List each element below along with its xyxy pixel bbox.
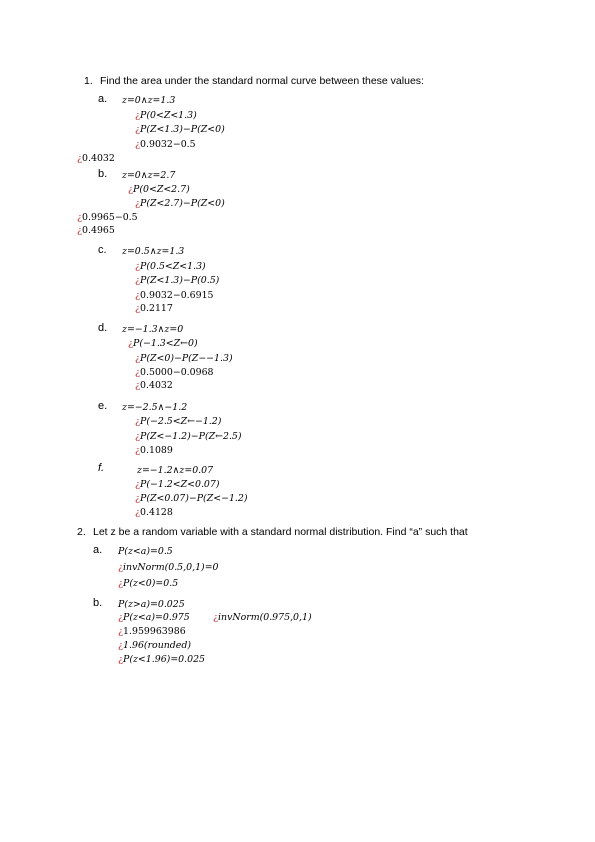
q1d-line-2-text: P(−1.3<Z←0) [133, 338, 198, 349]
q1a-line-4 [135, 139, 196, 150]
glyph-marker: ¿ [118, 578, 124, 589]
glyph-marker: ¿ [135, 261, 141, 272]
q2b-line-6 [118, 654, 205, 665]
q1d-line-2 [128, 338, 198, 349]
q2b-line-3-text: invNorm(0.975,0,1) [218, 612, 312, 623]
q2a-line-3-text: P(z<0)=0.5 [123, 578, 179, 589]
glyph-marker: ¿ [213, 612, 219, 623]
q1f-line-2 [135, 479, 220, 490]
q1c-line-2 [135, 261, 206, 272]
q1b-line-3 [135, 198, 225, 209]
q1c-line-3 [135, 275, 219, 286]
q2a-line-2-text: invNorm(0.5,0,1)=0 [123, 562, 219, 573]
q2b-line-3 [213, 612, 312, 623]
q1e-label: e. [98, 400, 108, 412]
glyph-marker: ¿ [135, 275, 141, 286]
glyph-marker: ¿ [135, 290, 141, 301]
glyph-marker: ¿ [118, 562, 124, 573]
q2b-label: b. [93, 597, 103, 609]
q2a-line-2 [118, 562, 219, 573]
glyph-marker: ¿ [135, 431, 141, 442]
q1a-line-3 [135, 124, 225, 135]
q1d-line-4-text: 0.5000−0.0968 [140, 367, 214, 378]
q1e-line-3 [135, 431, 242, 442]
q1b-label: b. [98, 168, 108, 180]
q1f-line-4-text: 0.4128 [140, 507, 173, 518]
q2b-line-4 [118, 626, 186, 637]
q1e-line-4-text: 0.1089 [140, 445, 173, 456]
q1b-line-1: z=0∧z=2.7 [122, 170, 176, 181]
glyph-marker: ¿ [135, 380, 141, 391]
glyph-marker: ¿ [77, 212, 83, 223]
q2a-label: a. [93, 544, 103, 556]
q1a-line-5 [77, 153, 115, 164]
q1c-line-1: z=0.5∧z=1.3 [122, 246, 185, 257]
q1d-line-5 [135, 380, 173, 391]
q1b-line-4 [77, 212, 138, 223]
glyph-marker: ¿ [118, 612, 124, 623]
q1c-line-5-text: 0.2117 [140, 303, 173, 314]
q1d-label: d. [98, 322, 108, 334]
q1b-line-2-text: P(0<Z<2.7) [133, 184, 190, 195]
q2b-line-5 [118, 640, 191, 651]
q1f-line-1: z=−1.2∧z=0.07 [137, 465, 214, 476]
glyph-marker: ¿ [77, 153, 83, 164]
q1a-label: a. [98, 93, 108, 105]
glyph-marker: ¿ [128, 338, 134, 349]
q1c-line-4-text: 0.9032−0.6915 [140, 290, 214, 301]
glyph-marker: ¿ [135, 445, 141, 456]
q2a-line-3 [118, 578, 178, 589]
glyph-marker: ¿ [135, 124, 141, 135]
q1a-line-2 [135, 110, 197, 121]
question-2-text: Let z be a random variable with a standard normal distribution. Find “a” such that [93, 526, 468, 538]
q1f-line-2-text: P(−1.2<Z<0.07) [140, 479, 220, 490]
q1f-line-4 [135, 507, 173, 518]
q1b-line-3-text: P(Z<2.7)−P(Z<0) [140, 198, 225, 209]
q2a-line-1: P(z<a)=0.5 [118, 546, 173, 557]
glyph-marker: ¿ [77, 225, 83, 236]
q1f-line-3 [135, 493, 248, 504]
q1c-label: c. [98, 244, 107, 256]
q1a-line-1: z=0∧z=1.3 [122, 95, 176, 106]
q1d-line-4 [135, 367, 214, 378]
glyph-marker: ¿ [135, 479, 141, 490]
q1f-label: f. [98, 462, 105, 474]
q1a-line-2-text: P(0<Z<1.3) [140, 110, 197, 121]
glyph-marker: ¿ [135, 139, 141, 150]
q1c-line-4 [135, 290, 214, 301]
q2b-line-6-text: P(z<1.96)=0.025 [123, 654, 206, 665]
q1a-line-3-text: P(Z<1.3)−P(Z<0) [140, 124, 225, 135]
q1d-line-3-text: P(Z<0)−P(Z−−1.3) [140, 353, 233, 364]
q1f-line-3-text: P(Z<0.07)−P(Z<−1.2) [140, 493, 248, 504]
q1b-line-5 [77, 225, 115, 236]
glyph-marker: ¿ [135, 367, 141, 378]
glyph-marker: ¿ [135, 416, 141, 427]
q1d-line-1: z=−1.3∧z=0 [122, 324, 184, 335]
glyph-marker: ¿ [135, 303, 141, 314]
q1c-line-2-text: P(0.5<Z<1.3) [140, 261, 206, 272]
q1c-line-5 [135, 303, 173, 314]
question-1-number: 1. [84, 75, 93, 87]
q1e-line-2 [135, 416, 221, 427]
q1c-line-3-text: P(Z<1.3)−P(0.5) [140, 275, 220, 286]
glyph-marker: ¿ [135, 507, 141, 518]
q1d-line-5-text: 0.4032 [140, 380, 173, 391]
q2b-line-2-text: P(z<a)=0.975 [123, 612, 190, 623]
q1d-line-3 [135, 353, 233, 364]
q1e-line-1: z=−2.5∧−1.2 [122, 402, 188, 413]
glyph-marker: ¿ [118, 640, 124, 651]
q2b-line-4-text: 1.959963986 [123, 626, 186, 637]
question-2-number: 2. [77, 526, 86, 538]
q2b-line-5-text: 1.96(rounded) [123, 640, 191, 651]
q1b-line-2 [128, 184, 190, 195]
glyph-marker: ¿ [135, 198, 141, 209]
glyph-marker: ¿ [135, 110, 141, 121]
q2b-line-1: P(z>a)=0.025 [118, 599, 185, 610]
glyph-marker: ¿ [128, 184, 134, 195]
q1b-line-5-text: 0.4965 [82, 225, 115, 236]
q1a-line-5-text: 0.4032 [82, 153, 115, 164]
glyph-marker: ¿ [118, 626, 124, 637]
glyph-marker: ¿ [135, 493, 141, 504]
glyph-marker: ¿ [118, 654, 124, 665]
q1e-line-3-text: P(Z<−1.2)−P(Z←2.5) [140, 431, 242, 442]
question-1-text: Find the area under the standard normal curve between these values: [100, 75, 424, 87]
q1e-line-2-text: P(−2.5<Z←−1.2) [140, 416, 222, 427]
q1b-line-4-text: 0.9965−0.5 [82, 212, 138, 223]
glyph-marker: ¿ [135, 353, 141, 364]
q1e-line-4 [135, 445, 173, 456]
q1a-line-4-text: 0.9032−0.5 [140, 139, 196, 150]
q2b-line-2 [118, 612, 190, 623]
